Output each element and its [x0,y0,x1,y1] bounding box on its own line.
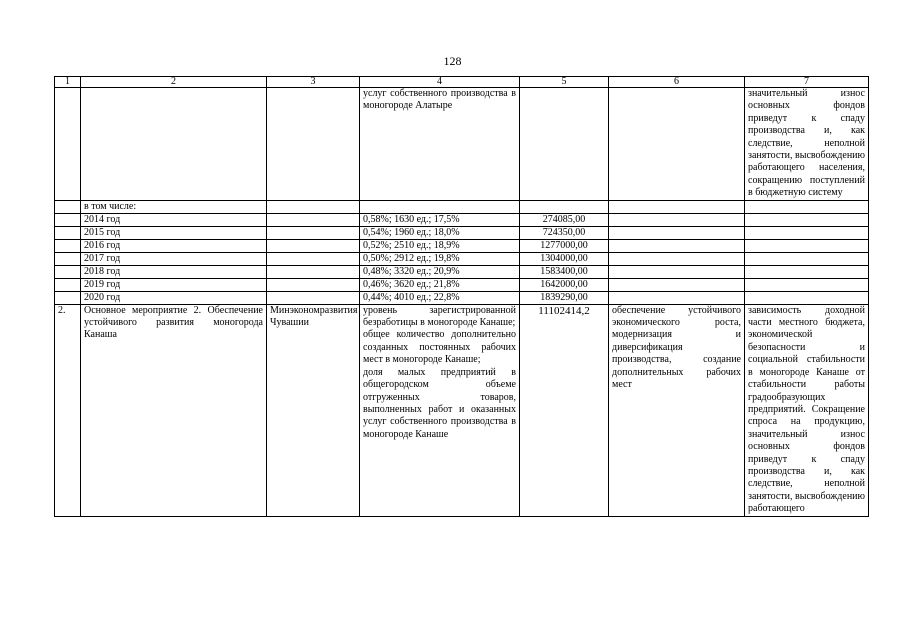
cell-empty [609,88,745,201]
year-label: 2017 год [81,252,267,265]
year-amount: 1642000,00 [520,278,609,291]
year-indicators: 0,48%; 3320 ед.; 20,9% [360,265,520,278]
year-indicators: 0,52%; 2510 ед.; 18,9% [360,239,520,252]
risks-cell: значительный износ основных фондов приведут к спаду производства и, как следствие, неполной занятости, высвобождению работающего населения, сокращению поступлений в бюджетную систему [745,88,869,201]
year-amount: 1304000,00 [520,252,609,265]
cell-empty [55,88,81,201]
year-indicators: 0,44%; 4010 ед.; 22,8% [360,291,520,304]
indicators-cell: уровень зарегистрированной безработицы в моногороде Канаше; общее количество дополнительно созданных постоянных рабочих мест в моногороде Канаше; доля малых предприятий в общегородском объеме отгруженных товаров, выполненных работ и оказанных услуг собственного производства в моногороде Канаше [360,304,520,516]
year-row [55,265,869,278]
column-number: 1 [55,77,81,88]
cell-empty [267,88,360,201]
year-indicators: 0,46%; 3620 ед.; 21,8% [360,278,520,291]
year-indicators: 0,58%; 1630 ед.; 17,5% [360,213,520,226]
year-amount: 724350,00 [520,226,609,239]
column-number: 2 [81,77,267,88]
year-label: 2019 год [81,278,267,291]
subtotal-label: в том числе: [81,200,267,213]
responsible-executor: Минэкономразвития Чувашии [267,304,360,516]
year-label: 2016 год [81,239,267,252]
year-row [55,291,869,304]
year-row [55,252,869,265]
measure-title: Основное мероприятие 2. Обеспечение устойчивого развития моногорода Канаша [81,304,267,516]
column-number: 4 [360,77,520,88]
risks-cell: зависимость доходной части местного бюджета, экономической безопасности и социальной стабильности в моногороде Канаше от стабильности работы градообразующих предприятий. Сокращение спроса на продукцию, значительный износ основных фондов приведут к спаду производства и, как следствие, неполной занятости, высвобождению работающего [745,304,869,516]
year-amount: 1839290,00 [520,291,609,304]
column-number: 7 [745,77,869,88]
year-label: 2018 год [81,265,267,278]
year-row [55,226,869,239]
expected-result: обеспечение устойчивого экономического роста, модернизация и диверсификация производства, создание дополнительных рабочих мест [609,304,745,516]
year-label: 2014 год [81,213,267,226]
column-number: 3 [267,77,360,88]
year-indicators: 0,54%; 1960 ед.; 18,0% [360,226,520,239]
page-number: 128 [443,54,462,68]
continuation-row [55,88,869,201]
year-indicators: 0,50%; 2912 ед.; 19,8% [360,252,520,265]
cell-empty [520,88,609,201]
year-label: 2020 год [81,291,267,304]
cell-empty [81,88,267,201]
subtotal-label-row [55,200,869,213]
funding-amount: 11102414,2 [520,304,609,516]
column-number-row [55,77,869,88]
year-amount: 274085,00 [520,213,609,226]
year-row [55,239,869,252]
measure-row [55,304,869,516]
year-amount: 1277000,00 [520,239,609,252]
indicators-cell: услуг собственного производства в моногороде Алатыре [360,88,520,201]
year-amount: 1583400,00 [520,265,609,278]
column-number: 6 [609,77,745,88]
year-row [55,213,869,226]
program-table [54,76,869,517]
column-number: 5 [520,77,609,88]
year-label: 2015 год [81,226,267,239]
year-row [55,278,869,291]
measure-number: 2. [55,304,81,516]
